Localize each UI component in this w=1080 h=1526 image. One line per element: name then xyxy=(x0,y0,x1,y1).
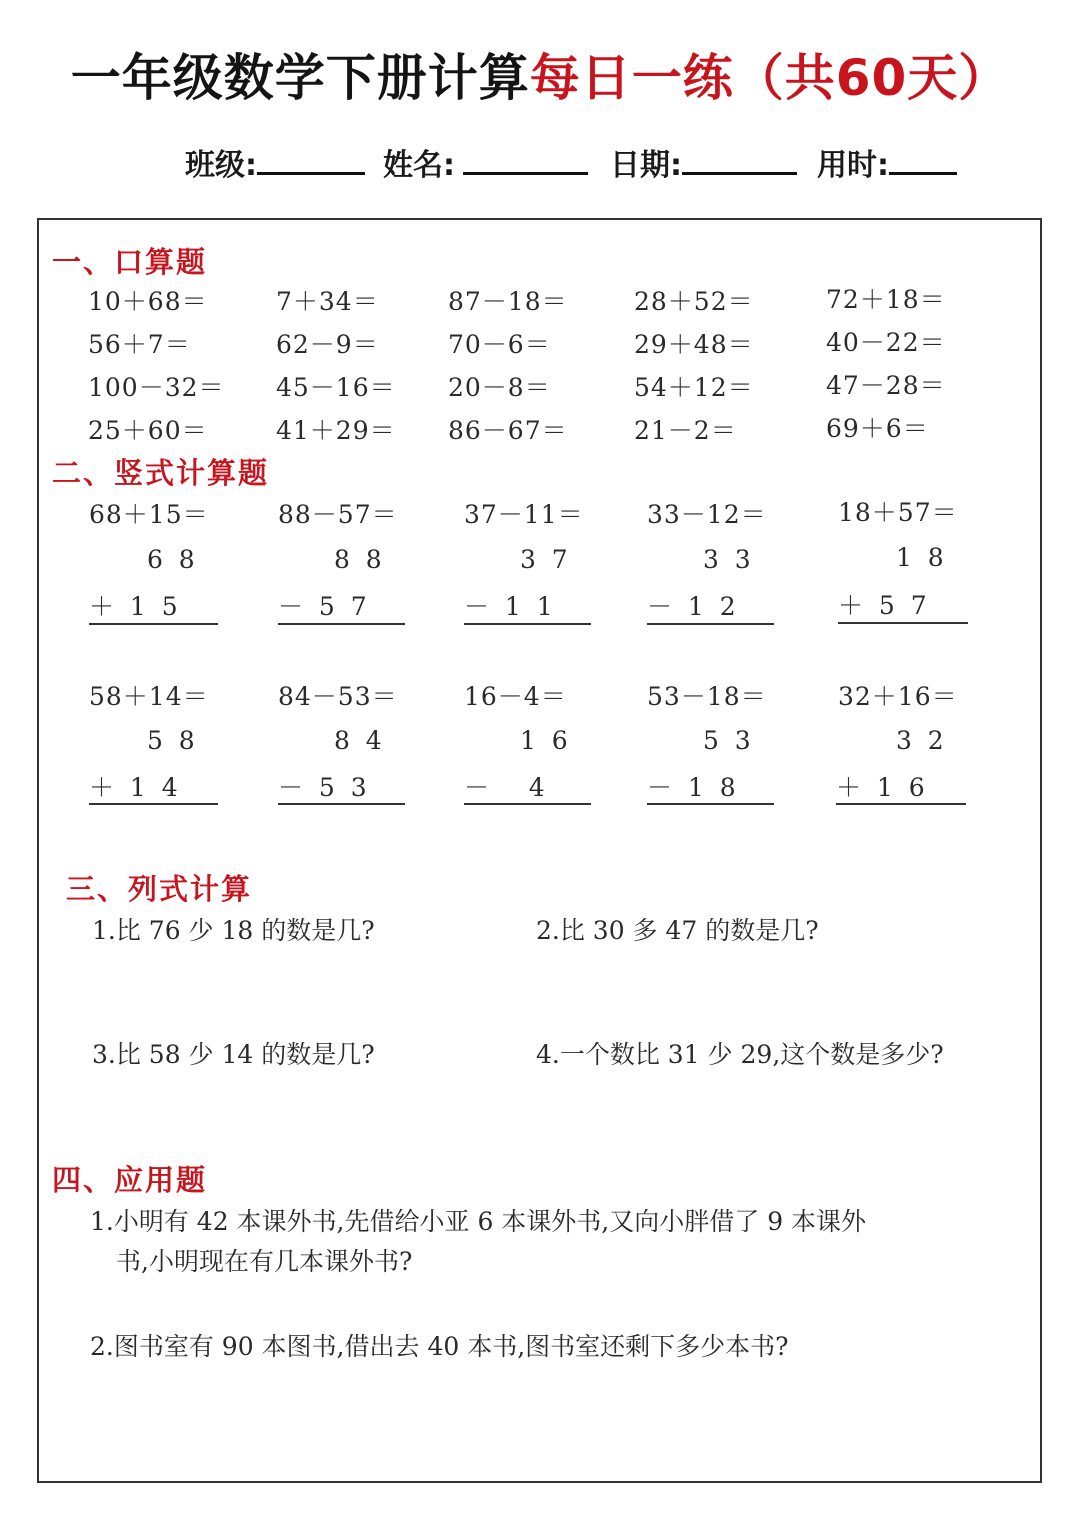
oral-problem: 40－22＝ xyxy=(826,328,946,357)
oral-problem: 56＋7＝ xyxy=(88,330,191,359)
time-label: 用时: xyxy=(817,148,889,183)
oral-problem: 25＋60＝ xyxy=(88,416,208,445)
date-blank[interactable] xyxy=(682,142,797,175)
oral-problem: 62－9＝ xyxy=(276,330,379,359)
vertical-bottom-number: － 5 7 xyxy=(278,592,367,621)
class-field xyxy=(185,140,365,184)
vertical-bottom-number: － 4 xyxy=(464,773,545,802)
title-highlight: 每日一练（共60天） xyxy=(529,49,1010,107)
equation-question-3: 3.比 58 少 14 的数是几? xyxy=(92,1040,375,1069)
vertical-answer-line xyxy=(278,803,405,805)
vertical-top-number: 1 6 xyxy=(520,726,568,755)
vertical-bottom-number: ＋ 1 4 xyxy=(89,773,178,802)
oral-problem: 47－28＝ xyxy=(826,371,946,400)
oral-problem: 70－6＝ xyxy=(448,330,551,359)
oral-problem: 54＋12＝ xyxy=(634,373,754,402)
vertical-answer-line xyxy=(464,623,591,625)
vertical-problem-expr: 53－18＝ xyxy=(647,682,767,711)
oral-problem: 10＋68＝ xyxy=(88,287,208,316)
vertical-bottom-number: ＋ 5 7 xyxy=(838,591,927,620)
date-field xyxy=(610,140,797,184)
application-question-1-line1: 1.小明有 42 本课外书,先借给小亚 6 本课外书,又向小胖借了 9 本课外 xyxy=(90,1207,867,1236)
vertical-top-number: 3 2 xyxy=(896,726,944,755)
vertical-problem-expr: 68＋15＝ xyxy=(89,500,209,529)
vertical-problem-expr: 84－53＝ xyxy=(278,682,398,711)
vertical-answer-line xyxy=(647,623,774,625)
vertical-top-number: 8 4 xyxy=(334,726,382,755)
oral-problem: 20－8＝ xyxy=(448,373,551,402)
vertical-answer-line xyxy=(838,622,968,624)
vertical-answer-line xyxy=(464,803,591,805)
name-blank[interactable] xyxy=(463,142,588,175)
name-label: 姓名: xyxy=(383,148,455,183)
vertical-problem-expr: 16－4＝ xyxy=(464,682,567,711)
class-blank[interactable] xyxy=(257,142,365,175)
vertical-problem-expr: 32＋16＝ xyxy=(838,682,958,711)
vertical-top-number: 1 8 xyxy=(896,543,944,572)
vertical-top-number: 5 8 xyxy=(147,726,195,755)
application-question-1-line2: 书,小明现在有几本课外书? xyxy=(116,1247,413,1276)
oral-problem: 72＋18＝ xyxy=(826,285,946,314)
oral-problem: 7＋34＝ xyxy=(276,287,379,316)
oral-problem: 21－2＝ xyxy=(634,416,737,445)
vertical-problem-expr: 58＋14＝ xyxy=(89,682,209,711)
oral-problem: 87－18＝ xyxy=(448,287,568,316)
page-title xyxy=(0,38,1080,110)
vertical-top-number: 6 8 xyxy=(147,545,195,574)
oral-problem: 29＋48＝ xyxy=(634,330,754,359)
equation-question-2: 2.比 30 多 47 的数是几? xyxy=(536,916,819,945)
equation-question-1: 1.比 76 少 18 的数是几? xyxy=(92,916,375,945)
vertical-bottom-number: － 1 2 xyxy=(647,592,736,621)
vertical-problem-expr: 18＋57＝ xyxy=(838,498,958,527)
vertical-bottom-number: － 1 8 xyxy=(647,773,736,802)
oral-problem: 45－16＝ xyxy=(276,373,396,402)
class-label: 班级: xyxy=(185,148,257,183)
vertical-answer-line xyxy=(89,623,218,625)
vertical-top-number: 5 3 xyxy=(703,726,751,755)
equation-question-4: 4.一个数比 31 少 29,这个数是多少? xyxy=(536,1040,944,1069)
section-title-application: 四、应用题 xyxy=(52,1163,208,1197)
section-title-vertical: 二、竖式计算题 xyxy=(52,456,270,490)
vertical-problem-expr: 88－57＝ xyxy=(278,500,398,529)
oral-problem: 100－32＝ xyxy=(88,373,225,402)
vertical-bottom-number: ＋ 1 5 xyxy=(89,592,178,621)
name-field xyxy=(383,140,588,184)
vertical-answer-line xyxy=(278,623,405,625)
vertical-bottom-number: － 1 1 xyxy=(464,592,553,621)
student-info-row xyxy=(185,140,985,184)
vertical-top-number: 3 3 xyxy=(703,545,751,574)
worksheet-frame xyxy=(37,218,1042,1483)
vertical-top-number: 8 8 xyxy=(334,545,382,574)
time-field xyxy=(817,140,957,184)
vertical-bottom-number: ＋ 1 6 xyxy=(836,773,925,802)
title-main: 一年级数学下册计算 xyxy=(70,49,530,107)
vertical-problem-expr: 33－12＝ xyxy=(647,500,767,529)
oral-problem: 69＋6＝ xyxy=(826,414,929,443)
vertical-bottom-number: － 5 3 xyxy=(278,773,367,802)
oral-problem: 28＋52＝ xyxy=(634,287,754,316)
vertical-problem-expr: 37－11＝ xyxy=(464,500,584,529)
oral-problem: 86－67＝ xyxy=(448,416,568,445)
vertical-answer-line xyxy=(836,803,966,805)
date-label: 日期: xyxy=(610,148,682,183)
vertical-top-number: 3 7 xyxy=(520,545,568,574)
section-title-oral: 一、口算题 xyxy=(52,245,208,279)
oral-problem: 41＋29＝ xyxy=(276,416,396,445)
application-question-2: 2.图书室有 90 本图书,借出去 40 本书,图书室还剩下多少本书? xyxy=(90,1332,789,1361)
vertical-answer-line xyxy=(89,803,218,805)
vertical-answer-line xyxy=(647,803,774,805)
section-title-equation: 三、列式计算 xyxy=(66,872,253,906)
time-blank[interactable] xyxy=(889,142,957,175)
